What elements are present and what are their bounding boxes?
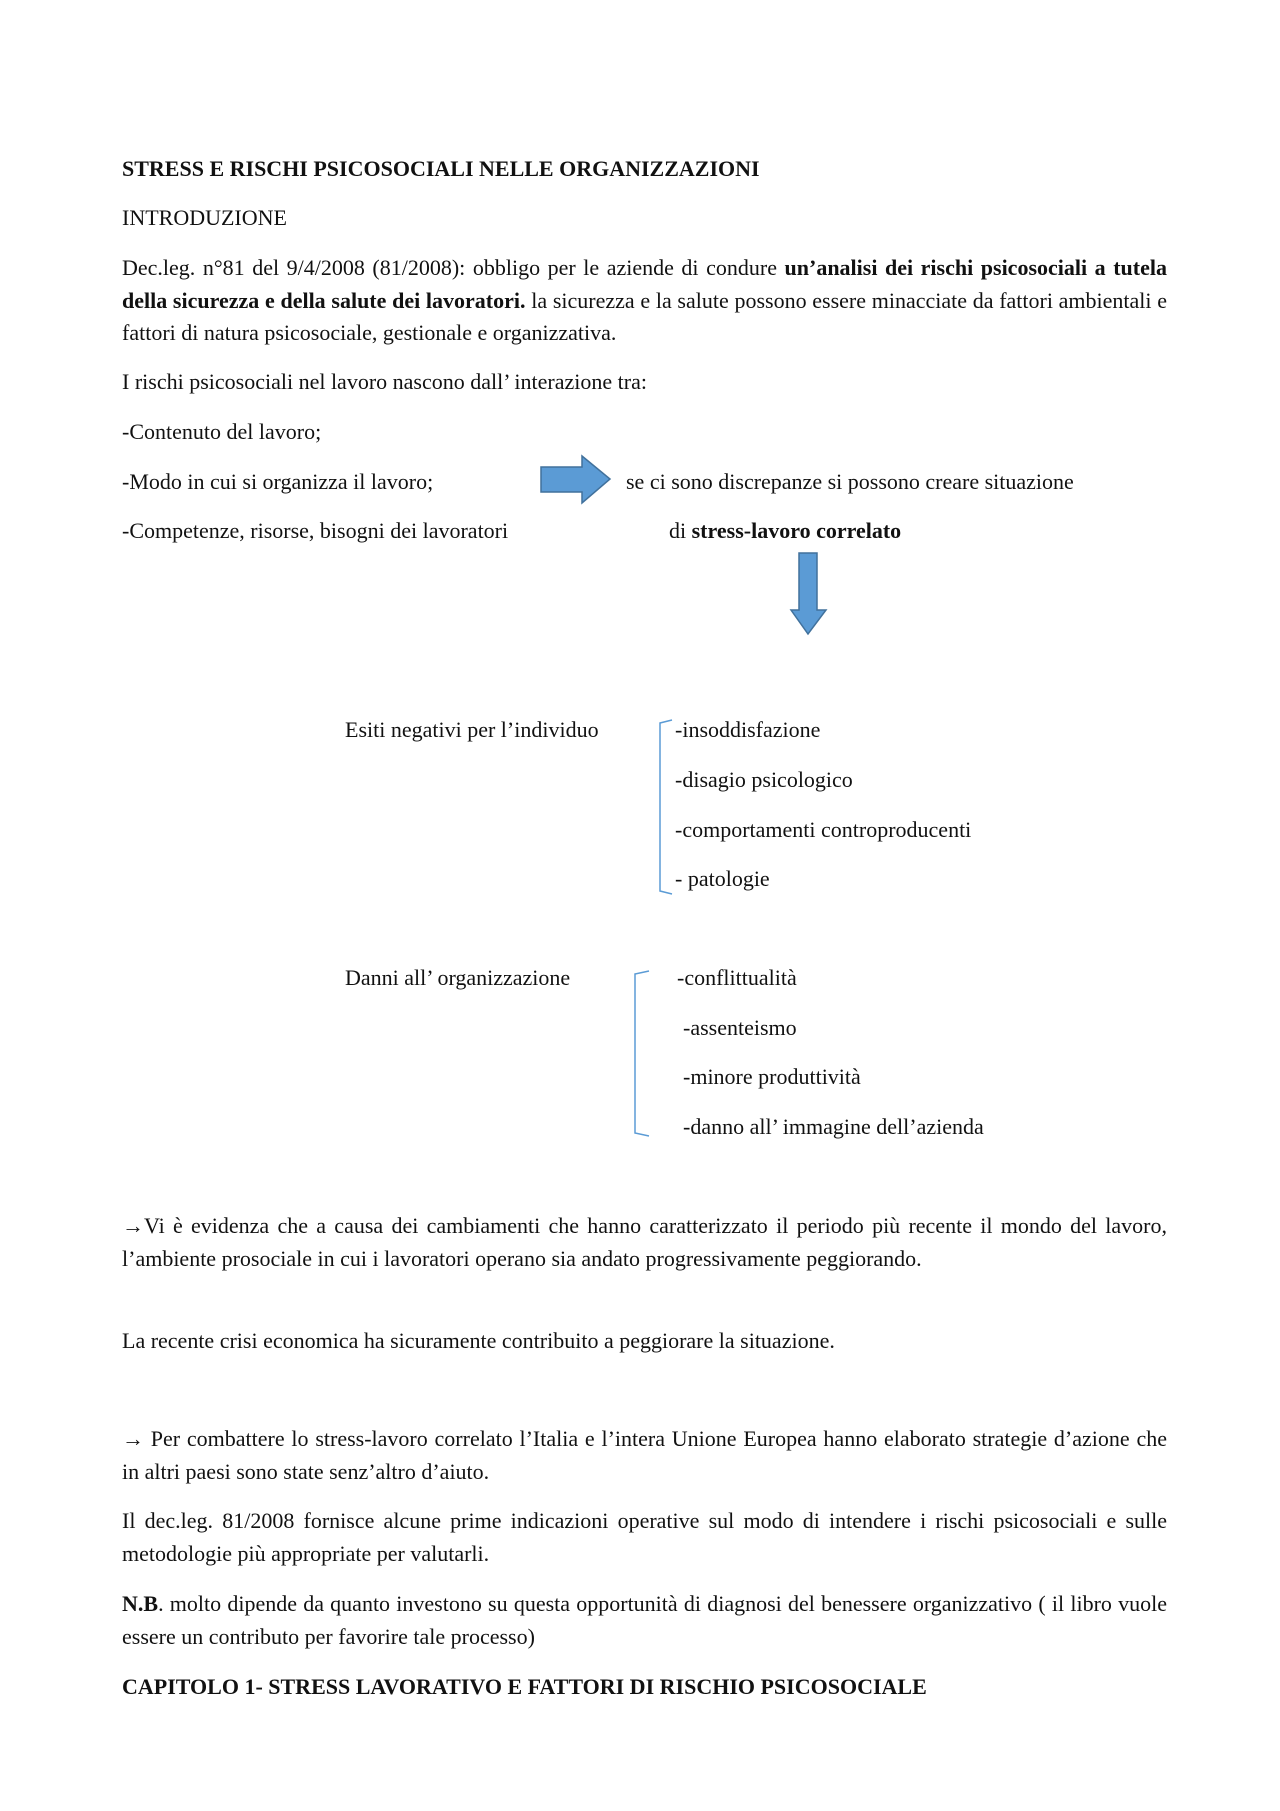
interaction-intro: I rischi psicosociali nel lavoro nascono dall’ interazione tra: <box>122 369 647 394</box>
nb-paragraph <box>122 1588 1167 1653</box>
individual-item: - patologie <box>675 866 770 891</box>
organization-item: -minore produttività <box>683 1064 861 1089</box>
document-title: STRESS E RISCHI PSICOSOCIALI NELLE ORGANIZZAZIONI <box>122 156 760 181</box>
organization-item: -conflittualità <box>677 965 797 990</box>
strategy-text: Per combattere lo stress-lavoro correlato l’Italia e l’intera Unione Europea hanno elaborato strategie d’azione che in altri paesi sono state senz’altro d’aiuto. <box>122 1426 1167 1484</box>
organization-bracket-icon <box>633 970 651 1140</box>
individual-label: Esiti negativi per l’individuo <box>345 717 599 742</box>
intro-heading: INTRODUZIONE <box>122 205 287 230</box>
individual-item: -disagio psicologico <box>675 767 853 792</box>
intro-text: Dec.leg. n°81 del 9/4/2008 (81/2008): obbligo per le aziende di condure <box>122 255 785 280</box>
nb-text: . molto dipende da quanto investono su questa opportunità di diagnosi del benessere organizzativo ( il libro vuole essere un contributo per favorire tale processo) <box>122 1591 1167 1649</box>
factor-item: -Modo in cui si organizza il lavoro; <box>122 469 434 494</box>
consequence-prefix: di <box>669 518 692 543</box>
intro-bold-text: un’analisi dei rischi psicosociali a tutela della sicurezza e della salute dei lavoratori. <box>122 255 1167 313</box>
organization-item: -assenteismo <box>683 1015 797 1040</box>
arrow-bullet-icon: → <box>122 1213 144 1238</box>
right-arrow-icon <box>540 455 612 505</box>
individual-bracket-icon <box>658 719 674 897</box>
evidence-text: Vi è evidenza che a causa dei cambiamenti che hanno caratterizzato il periodo più recente il mondo del lavoro, l’ambiente prosociale in cui i lavoratori operano sia andato progressivamente peggiorando. <box>122 1213 1167 1271</box>
individual-item: -insoddisfazione <box>675 717 821 742</box>
consequence-line: se ci sono discrepanze si possono creare situazione <box>626 469 1074 494</box>
consequence-line-2 <box>669 518 901 544</box>
stress-term: stress-lavoro correlato <box>691 518 902 543</box>
intro-text-continued: la sicurezza e la salute possono essere minacciate da fattori ambientali e fattori di natura psicosociale, gestionale e organizzativa. <box>122 287 1167 346</box>
decree-paragraph: Il dec.leg. 81/2008 fornisce alcune prime indicazioni operative sul modo di intendere i rischi psicosociali e sulle metodologie più appropriate per valutarli. <box>122 1508 1167 1566</box>
down-arrow-icon <box>790 552 828 636</box>
evidence-paragraph <box>122 1210 1167 1275</box>
crisis-paragraph: La recente crisi economica ha sicuramente contribuito a peggiorare la situazione. <box>122 1328 835 1353</box>
strategy-paragraph <box>122 1423 1167 1488</box>
organization-label: Danni all’ organizzazione <box>345 965 571 990</box>
organization-item: -danno all’ immagine dell’azienda <box>683 1114 984 1139</box>
nb-label: N.B <box>122 1591 159 1616</box>
intro-paragraph <box>122 252 1167 350</box>
arrow-bullet-icon: → <box>122 1426 144 1451</box>
individual-item: -comportamenti controproducenti <box>675 817 972 842</box>
factor-item: -Contenuto del lavoro; <box>122 419 322 444</box>
chapter-heading: CAPITOLO 1- STRESS LAVORATIVO E FATTORI DI RISCHIO PSICOSOCIALE <box>122 1674 927 1699</box>
factor-item: -Competenze, risorse, bisogni dei lavoratori <box>122 518 509 543</box>
